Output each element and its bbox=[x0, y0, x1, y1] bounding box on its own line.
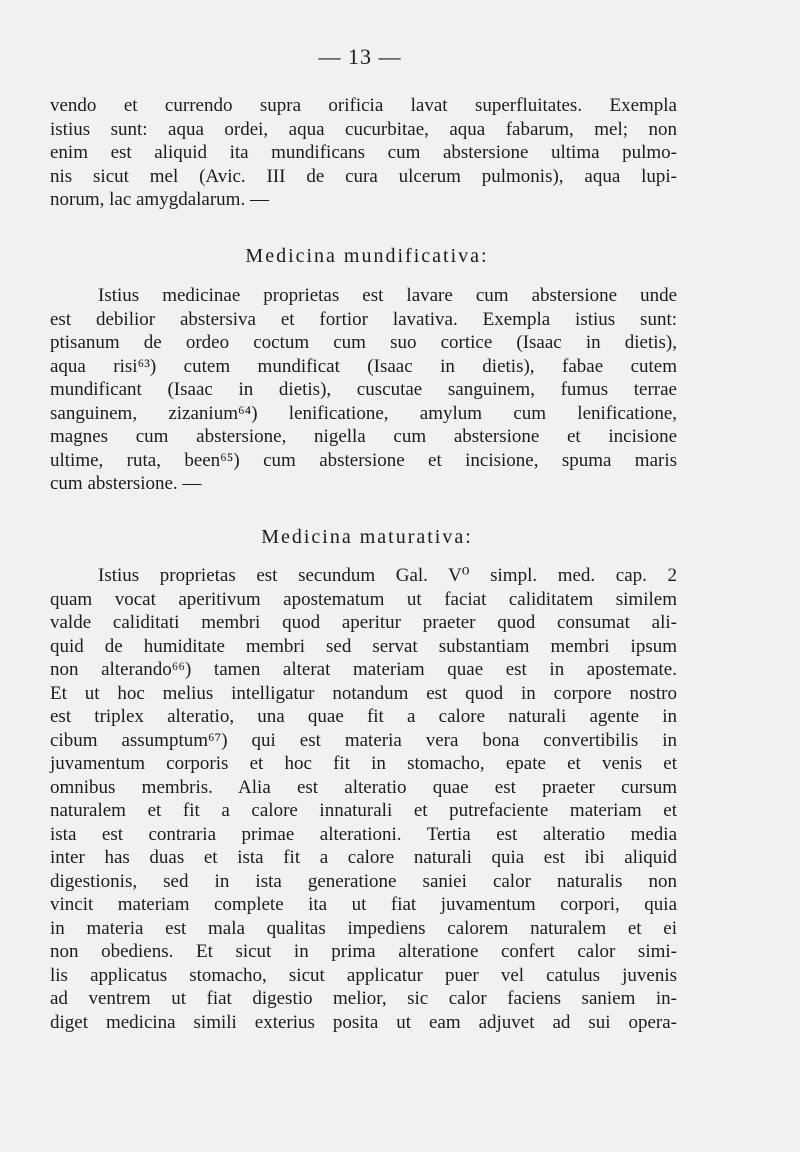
text-line: ad ventrem ut fiat digestio melior, sic calor faciens saniem in- bbox=[50, 988, 677, 1009]
text-line: est triplex alteratio, una quae fit a calore naturali agente in bbox=[50, 706, 677, 727]
text-line: Et ut hoc melius intelligatur notandum est quod in corpore nostro bbox=[50, 682, 677, 704]
text-line: digestionis, sed in ista generatione saniei calor naturalis non bbox=[50, 870, 677, 892]
text-line: ultime, ruta, been⁶⁵) cum abstersione et incisione, spuma maris bbox=[50, 449, 677, 471]
text-line: non alterando⁶⁶) tamen alterat materiam quae est in apostemate. bbox=[50, 659, 677, 680]
text-line: Istius medicinae proprietas est lavare cum abstersione unde bbox=[98, 285, 677, 306]
section-heading-maturativa: Medicina maturativa: bbox=[261, 526, 473, 548]
text-line: lis applicatus stomacho, sicut applicatur puer vel catulus juvenis bbox=[50, 964, 677, 986]
text-line: norum, lac amygdalarum. — bbox=[50, 189, 269, 210]
text-line: ista est contraria primae alterationi. Tertia est alteratio media bbox=[50, 823, 677, 845]
text-line: ptisanum de ordeo coctum cum suo cortice (Isaac in dietis), bbox=[50, 332, 677, 353]
text-line: quam vocat aperitivum apostematum ut faciat caliditatem similem bbox=[50, 588, 677, 610]
text-line: magnes cum abstersione, nigella cum abstersione et incisione bbox=[50, 426, 677, 447]
text-line: enim est aliquid ita mundificans cum abstersione ultima pulmo- bbox=[50, 142, 677, 163]
paragraph-continuation bbox=[50, 94, 677, 212]
text-line: valde caliditati membri quod aperitur praeter quod consumat ali- bbox=[50, 612, 677, 633]
text-line: est debilior abstersiva et fortior lavativa. Exempla istius sunt: bbox=[50, 308, 677, 330]
text-line: nis sicut mel (Avic. III de cura ulcerum pulmonis), aqua lupi- bbox=[50, 165, 677, 187]
text-line: vendo et currendo supra orificia lavat superfluitates. Exempla bbox=[50, 95, 677, 116]
text-line: in materia est mala qualitas impediens calorem naturalem et ei bbox=[50, 917, 677, 939]
text-line: diget medicina simili exterius posita ut eam adjuvet ad sui opera- bbox=[50, 1011, 677, 1033]
text-line: non obediens. Et sicut in prima alteratione confert calor simi- bbox=[50, 941, 677, 962]
text-line: cum abstersione. — bbox=[50, 473, 202, 494]
text-line: cibum assumptum⁶⁷) qui est materia vera bona convertibilis in bbox=[50, 729, 677, 751]
paragraph-maturativa bbox=[50, 564, 677, 1034]
paragraph-mundificativa bbox=[50, 284, 677, 496]
text-line: omnibus membris. Alia est alteratio quae est praeter cursum bbox=[50, 776, 677, 798]
text-line: vincit materiam complete ita ut fiat juvamentum corpori, quia bbox=[50, 894, 677, 915]
text-line: quid de humiditate membri sed servat substantiam membri ipsum bbox=[50, 635, 677, 657]
text-line: naturalem et fit a calore innaturali et putrefaciente materiam et bbox=[50, 800, 677, 821]
text-line: aqua risi⁶³) cutem mundificat (Isaac in dietis), fabae cutem bbox=[50, 355, 677, 377]
text-line: Istius proprietas est secundum Gal. V⁰ simpl. med. cap. 2 bbox=[98, 565, 677, 586]
text-line: sanguinem, zizanium⁶⁴) lenificatione, amylum cum lenificatione, bbox=[50, 402, 677, 424]
text-line: istius sunt: aqua ordei, aqua cucurbitae, aqua fabarum, mel; non bbox=[50, 118, 677, 140]
page-number: — 13 — bbox=[318, 44, 402, 69]
section-heading-mundificativa: Medicina mundificativa: bbox=[245, 245, 489, 267]
text-line: mundificant (Isaac in dietis), cuscutae sanguinem, fumus terrae bbox=[50, 379, 677, 400]
text-line: inter has duas et ista fit a calore naturali quia est ibi aliquid bbox=[50, 847, 677, 868]
text-line: juvamentum corporis et hoc fit in stomacho, epate et venis et bbox=[50, 753, 677, 774]
